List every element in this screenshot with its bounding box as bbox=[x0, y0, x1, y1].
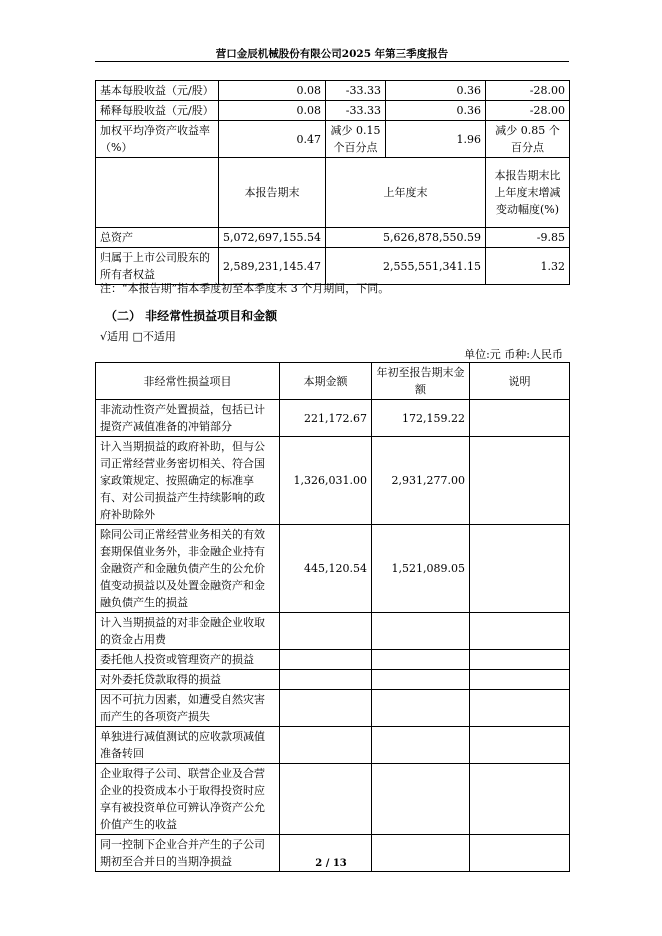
item-label: 对外委托贷款取得的损益 bbox=[96, 670, 280, 690]
table-row bbox=[96, 764, 570, 835]
cell-value: -33.33 bbox=[326, 101, 386, 121]
cell-value: 1.32 bbox=[486, 248, 570, 285]
table-row bbox=[96, 670, 570, 690]
current-amount bbox=[280, 670, 372, 690]
description bbox=[470, 690, 570, 727]
ytd-amount bbox=[372, 670, 470, 690]
cell-value: -28.00 bbox=[486, 81, 570, 101]
cell-value: -9.85 bbox=[486, 228, 570, 248]
item-label: 因不可抗力因素，如遭受自然灾害而产生的各项资产损失 bbox=[96, 690, 280, 727]
cell-value: 5,626,878,550.59 bbox=[326, 228, 486, 248]
non-recurring-items-table bbox=[95, 362, 570, 872]
ytd-amount: 1,521,089.05 bbox=[372, 525, 470, 613]
table-row bbox=[96, 650, 570, 670]
page-number: 2 / 13 bbox=[315, 858, 347, 869]
section-title: （二） 非经常性损益项目和金额 bbox=[105, 309, 278, 323]
row-label: 加权平均净资产收益率（%） bbox=[96, 121, 219, 158]
cell-value: 2,555,551,341.15 bbox=[326, 248, 486, 285]
applicability-indicator: √适用 □不适用 bbox=[100, 330, 176, 343]
blank-cell bbox=[96, 158, 219, 228]
description bbox=[470, 613, 570, 650]
column-header: 年初至报告期末金额 bbox=[372, 363, 470, 400]
table-row bbox=[96, 613, 570, 650]
current-amount: 445,120.54 bbox=[280, 525, 372, 613]
current-amount bbox=[280, 727, 372, 764]
cell-value: 0.36 bbox=[386, 101, 486, 121]
ytd-amount bbox=[372, 727, 470, 764]
table-row bbox=[96, 248, 570, 285]
current-amount bbox=[280, 690, 372, 727]
item-label: 同一控制下企业合并产生的子公司期初至合并日的当期净损益 bbox=[96, 835, 280, 872]
table-header-row bbox=[96, 363, 570, 400]
cell-value: 0.08 bbox=[219, 101, 326, 121]
row-label: 归属于上市公司股东的所有者权益 bbox=[96, 248, 219, 285]
cell-value: 0.47 bbox=[219, 121, 326, 158]
cell-value: 5,072,697,155.54 bbox=[219, 228, 326, 248]
current-amount: 1,326,031.00 bbox=[280, 437, 372, 525]
page-header: 营口金辰机械股份有限公司2025 年第三季度报告 bbox=[215, 48, 449, 60]
cell-value: 0.36 bbox=[386, 81, 486, 101]
table-note: 注：“本报告期”指本季度初至本季度末 3 个月期间，下同。 bbox=[100, 282, 390, 295]
current-amount: 221,172.67 bbox=[280, 400, 372, 437]
ytd-amount bbox=[372, 650, 470, 670]
column-header: 本期金额 bbox=[280, 363, 372, 400]
column-header: 上年度末 bbox=[326, 158, 486, 228]
ytd-amount bbox=[372, 764, 470, 835]
table-row bbox=[96, 400, 570, 437]
item-label: 单独进行减值测试的应收款项减值准备转回 bbox=[96, 727, 280, 764]
table-row bbox=[96, 690, 570, 727]
description bbox=[470, 670, 570, 690]
description bbox=[470, 525, 570, 613]
column-header: 非经常性损益项目 bbox=[96, 363, 280, 400]
cell-value: -28.00 bbox=[486, 101, 570, 121]
cell-value: 减少 0.15 个百分点 bbox=[326, 121, 386, 158]
table-row bbox=[96, 121, 570, 158]
column-header: 本报告期末 bbox=[219, 158, 326, 228]
item-label: 除同公司正常经营业务相关的有效套期保值业务外，非金融企业持有金融资产和金融负债产生的公允价值变动损益以及处置金融资产和金融负债产生的损益 bbox=[96, 525, 280, 613]
description bbox=[470, 727, 570, 764]
current-amount bbox=[280, 650, 372, 670]
description bbox=[470, 400, 570, 437]
cell-value: 2,589,231,145.47 bbox=[219, 248, 326, 285]
key-indicators-table bbox=[95, 80, 570, 285]
description bbox=[470, 650, 570, 670]
item-label: 计入当期损益的政府补助，但与公司正常经营业务密切相关、符合国家政策规定、按照确定的标准享有、对公司损益产生持续影响的政府补助除外 bbox=[96, 437, 280, 525]
cell-value: 1.96 bbox=[386, 121, 486, 158]
table-row bbox=[96, 228, 570, 248]
ytd-amount: 172,159.22 bbox=[372, 400, 470, 437]
current-amount bbox=[280, 764, 372, 835]
table-row bbox=[96, 525, 570, 613]
item-label: 计入当期损益的对非金融企业收取的资金占用费 bbox=[96, 613, 280, 650]
ytd-amount bbox=[372, 690, 470, 727]
row-label: 总资产 bbox=[96, 228, 219, 248]
description bbox=[470, 764, 570, 835]
table-header-row bbox=[96, 158, 570, 228]
unit-currency-label: 单位:元 币种:人民币 bbox=[464, 348, 563, 361]
table-row bbox=[96, 437, 570, 525]
description bbox=[470, 437, 570, 525]
table-row bbox=[96, 81, 570, 101]
cell-value: -33.33 bbox=[326, 81, 386, 101]
table-row bbox=[96, 101, 570, 121]
item-label: 非流动性资产处置损益，包括已计提资产减值准备的冲销部分 bbox=[96, 400, 280, 437]
ytd-amount bbox=[372, 613, 470, 650]
item-label: 企业取得子公司、联营企业及合营企业的投资成本小于取得投资时应享有被投资单位可辨认净资产公允价值产生的收益 bbox=[96, 764, 280, 835]
row-label: 稀释每股收益（元/股） bbox=[96, 101, 219, 121]
header-rule bbox=[95, 61, 569, 62]
cell-value: 0.08 bbox=[219, 81, 326, 101]
column-header: 本报告期末比上年度末增减变动幅度(%) bbox=[486, 158, 570, 228]
ytd-amount: 2,931,277.00 bbox=[372, 437, 470, 525]
table-row bbox=[96, 727, 570, 764]
row-label: 基本每股收益（元/股） bbox=[96, 81, 219, 101]
column-header: 说明 bbox=[470, 363, 570, 400]
cell-value: 减少 0.85 个百分点 bbox=[486, 121, 570, 158]
current-amount bbox=[280, 613, 372, 650]
item-label: 委托他人投资或管理资产的损益 bbox=[96, 650, 280, 670]
